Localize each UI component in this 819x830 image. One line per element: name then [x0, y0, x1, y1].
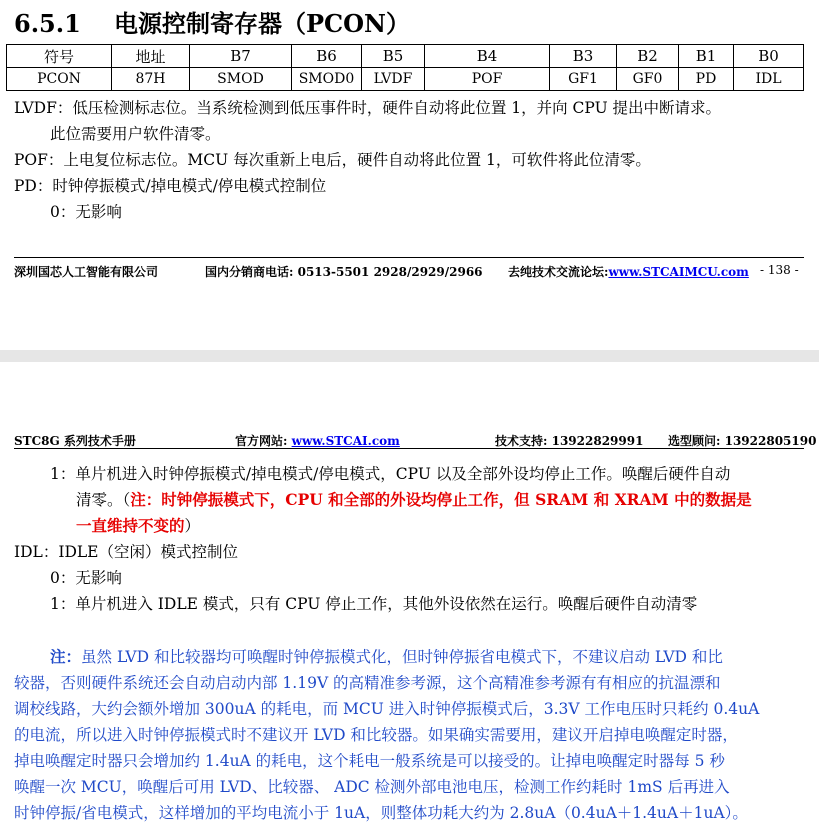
note-line-3: 调校线路，大约会额外增加 300uA 的耗电，而 MCU 进入时钟停振模式后，3.3V 工作电压时只耗约 0.4uA [14, 700, 760, 718]
pd-close-paren: ） [184, 517, 201, 535]
footer-forum-label: 去纯技术交流论坛: [508, 265, 609, 279]
header-cell: B2 [617, 45, 679, 68]
header-cell: B5 [362, 45, 425, 68]
table-cell: PD [679, 68, 734, 91]
header-cell: B0 [734, 45, 804, 68]
note-line-6: 唤醒一次 MCU，唤醒后可用 LVD、比较器、 ADC 检测外部电池电压，检测工作约耗时 1mS 后再进入 [14, 778, 730, 796]
footer-forum [508, 263, 749, 280]
idl-desc: IDL：IDLE（空闲）模式控制位 [14, 543, 239, 561]
lvdf-desc-cont: 此位需要用户软件清零。 [50, 125, 221, 143]
pd-option-0: 0：无影响 [50, 203, 122, 221]
table-cell: POF [425, 68, 550, 91]
register-table [6, 44, 804, 91]
header-cell: B4 [425, 45, 550, 68]
pd-clear-text: 清零。（ [76, 491, 131, 509]
header-site-label: 官方网站: [235, 434, 292, 448]
header-manual: STC8G 系列技术手册 [14, 434, 136, 448]
forum-link[interactable]: www.STCAIMCU.com [608, 265, 749, 279]
section-number: 6.5.1 [14, 9, 81, 38]
pd-desc: PD：时钟停振模式/掉电模式/停电模式控制位 [14, 177, 327, 195]
pd-option-1: 1：单片机进入时钟停振模式/掉电模式/停电模式，CPU 以及全部外设均停止工作。唤醒后硬件自动 [50, 465, 731, 483]
pd-option-1-cont [76, 488, 752, 512]
header-selection: 选型顾问: 13922805190 [668, 434, 817, 448]
page-bottom [0, 362, 819, 830]
note-label: 注： [50, 647, 82, 666]
table-cell: 87H [112, 68, 190, 91]
pd-note-red-end: 一直维持不变的 [76, 516, 185, 535]
note-text: 虽然 LVD 和比较器均可唤醒时钟停振模式化，但时钟停振省电模式下，不建议启动 LVD 和比 [81, 648, 723, 666]
idl-option-0: 0：无影响 [50, 569, 122, 587]
table-cell: SMOD0 [292, 68, 362, 91]
footer-company: 深圳国芯人工智能有限公司 [14, 265, 159, 279]
table-cell: IDL [734, 68, 804, 91]
note-line-5: 掉电唤醒定时器只会增加约 1.4uA 的耗电，这个耗电一般系统是可以接受的。让掉电唤醒定时器每 5 秒 [14, 752, 725, 770]
page-top [0, 0, 819, 290]
section-heading [14, 4, 410, 39]
header-cell: B7 [190, 45, 292, 68]
register-header-row [7, 45, 804, 68]
note-line-7: 时钟停振/省电模式，这样增加的平均电流小于 1uA，则整体功耗大约为 2.8uA（0.4uA＋1.4uA＋1uA）。 [14, 804, 748, 822]
header-site [235, 432, 400, 449]
table-cell: SMOD [190, 68, 292, 91]
footer-phone: 国内分销商电话: 0513-5501 2928/2929/2966 [205, 265, 483, 279]
pof-desc: POF：上电复位标志位。MCU 每次重新上电后，硬件自动将此位置 1，可软件将此位清零。 [14, 151, 651, 169]
page-separator [0, 350, 819, 362]
header-cell: B3 [550, 45, 617, 68]
pd-note-red: 注：时钟停振模式下，CPU 和全部的外设均停止工作，但 SRAM 和 XRAM 中的数据是 [130, 490, 752, 509]
idl-option-1: 1：单片机进入 IDLE 模式，只有 CPU 停止工作，其他外设依然在运行。唤醒后硬件自动清零 [50, 595, 698, 613]
header-cell: 符号 [7, 45, 112, 68]
header-cell: B1 [679, 45, 734, 68]
page-number: - 138 - [760, 263, 799, 277]
footer-rule [14, 257, 804, 258]
header-cell: 地址 [112, 45, 190, 68]
section-title: 电源控制寄存器（PCON） [114, 9, 410, 38]
note-line-2: 较器，否则硬件系统还会自动启动内部 1.19V 的高精准参考源，这个高精准参考源有有相应的抗温漂和 [14, 674, 721, 692]
table-cell: PCON [7, 68, 112, 91]
table-cell: GF1 [550, 68, 617, 91]
header-cell: B6 [292, 45, 362, 68]
table-cell: LVDF [362, 68, 425, 91]
note-line-4: 的电流，所以进入时钟停振模式时不建议开 LVD 和比较器。如果确实需要用，建议开启掉电唤醒定时器， [14, 726, 738, 744]
register-data-row [7, 68, 804, 91]
pd-option-1-end [76, 514, 200, 538]
table-cell: GF0 [617, 68, 679, 91]
header-support: 技术支持: 13922829991 [495, 434, 644, 448]
note-line-1 [50, 645, 723, 669]
lvdf-desc: LVDF：低压检测标志位。当系统检测到低压事件时，硬件自动将此位置 1，并向 CPU 提出中断请求。 [14, 99, 722, 117]
site-link[interactable]: www.STCAI.com [291, 434, 400, 448]
